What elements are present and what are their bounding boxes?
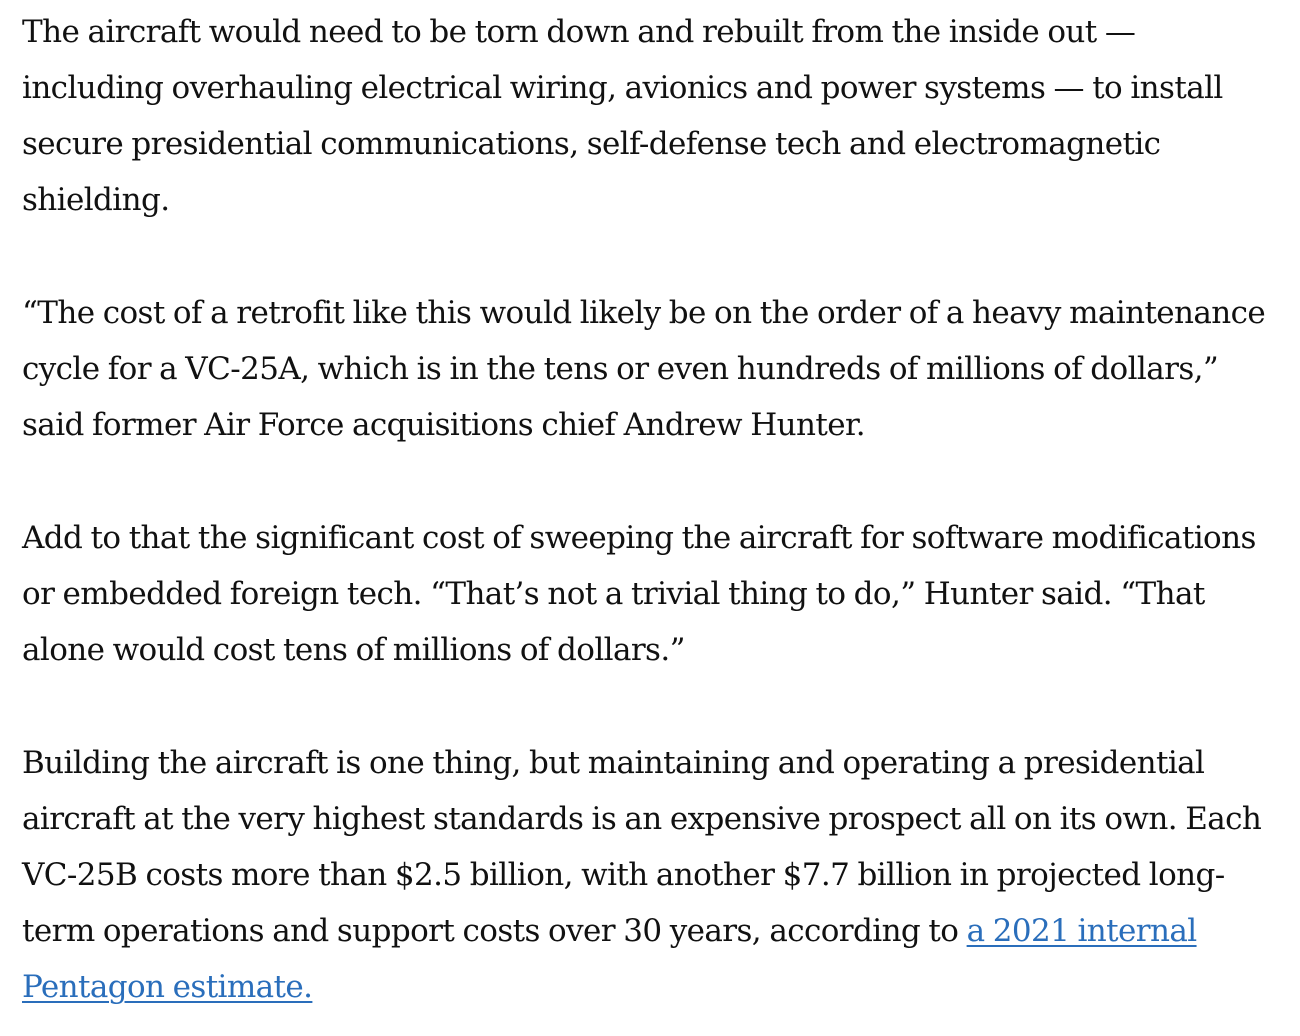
pentagon-estimate-link[interactable]: a 2021 internal Pentagon estimate. xyxy=(22,913,1197,1005)
paragraph-retrofit-cost-quote: “The cost of a retrofit like this would likely be on the order of a heavy maintenance cycle for a VC-25A, which is in the tens or even hundreds of millions of dollars,” said former Air Force acquisitions chief Andrew Hunter. xyxy=(22,295,1266,443)
paragraph-operations-cost xyxy=(22,735,1284,1015)
paragraph-teardown-rebuild: The aircraft would need to be torn down and rebuilt from the inside out — including overhauling electrical wiring, avionics and power systems — to install secure presidential communications, self-defense tech and electromagnetic shielding. xyxy=(22,14,1223,218)
article-body xyxy=(22,4,1284,1015)
paragraph-sweeping-cost: Add to that the significant cost of sweeping the aircraft for software modifications or embedded foreign tech. “That’s not a trivial thing to do,” Hunter said. “That alone would cost tens of millions of dollars.” xyxy=(22,520,1256,668)
operations-cost-text: Building the aircraft is one thing, but maintaining and operating a presidential aircraft at the very highest standards is an expensive prospect all on its own. Each VC-25B costs more than $2.5 billion, with another $7.7 billion in projected long-term operations and support costs over 30 years, according to xyxy=(22,745,1262,949)
